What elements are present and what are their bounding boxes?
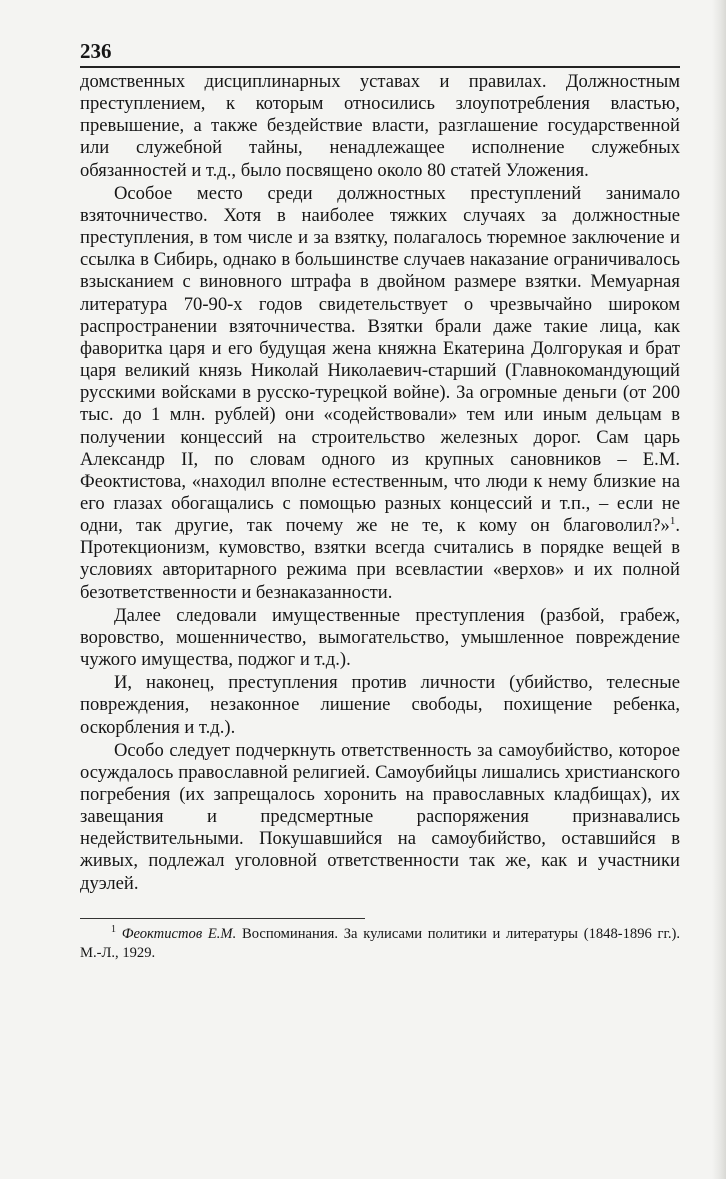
paragraph-bribery-tail: . Протекционизм, кумовство, взятки всегда считались в порядке вещей в условиях авторитарного режима при всевластии «верхов» и их полной безответственности и безнаказанности. [80,515,680,603]
scan-page-edge [712,0,726,1179]
paragraph-suicide: Особо следует подчеркнуть ответственность за самоубийство, которое осуждалось православной религией. Самоубийцы лишались христианского погребения (их запрещалось хоронить на православных кладбищах), их завещания и предсмертные распоряжения признавались недействительными. Покушавшийся на самоубийство, оставшийся в живых, подлежал уголовной ответственности так же, как и участники дуэлей. [80,739,680,894]
paragraph-continuation: домственных дисциплинарных уставах и правилах. Должностным преступлением, к которым относились злоупотребления властью, превышение, а также бездействие власти, разглашение государственной или служебной тайны, ненадлежащее исполнение служебных обязанностей и т.д., было посвящено около 80 статей Уложения. [80,71,680,181]
footnote-rule [80,918,365,919]
book-page [80,38,680,963]
paragraph-crimes-against-person: И, наконец, преступления против личности (убийство, телесные повреждения, незаконное лишение свободы, похищение ребенка, оскорбления и т.д.). [80,672,680,738]
page-number: 236 [80,39,112,63]
paragraph-bribery [80,183,680,604]
paragraph-property-crimes: Далее следовали имущественные преступления (разбой, грабеж, воровство, мошенничество, вымогательство, умышленное повреждение чужого имущества, поджог и т.д.). [80,604,680,671]
header-rule [80,66,680,68]
footnote-text: Воспоминания. За кулисами политики и литературы (1848-1896 гг.). М.-Л., 1929. [80,925,680,961]
footnote-marker: 1 [111,923,116,935]
body-text [80,71,680,895]
footnote [80,925,680,963]
footnote-reference[interactable]: 1 [669,514,676,527]
paragraph-bribery-text: Особое место среди должностных преступлений занимало взяточничество. Хотя в наиболее тяжких случаях за должностные преступления, в том числе и за взятку, полагалось тюремное заключение и ссылка в Сибирь, однако в большинстве случаев наказание ограничивалось взысканием с виновного штрафа в двойном размере взятки. Мемуарная литература 70-90-х годов свидетельствует о чрезвычайно широком распространении взяточничества. Взятки брали даже такие лица, как фаворитка царя и его будущая жена княжна Екатерина Долгорукая и брат царя великий князь Николай Николаевич-старший (Главнокомандующий русскими войсками в русско-турецкой войне). За огромные деньги (от 200 тыс. до 1 млн. рублей) они «содействовали» тем или иным дельцам в получении концессий на строительство железных дорог. Сам царь Александр II, по словам одного из крупных сановников – Е.М. Феоктистова, «находил вполне естественным, что люди к нему близкие на его глазах обогащались с помощью разных концессий и т.п., – если не одни, так другие, так почему же не те, к кому он благоволил?» [80,182,680,537]
footnote-author: Феоктистов Е.М. [121,925,237,942]
